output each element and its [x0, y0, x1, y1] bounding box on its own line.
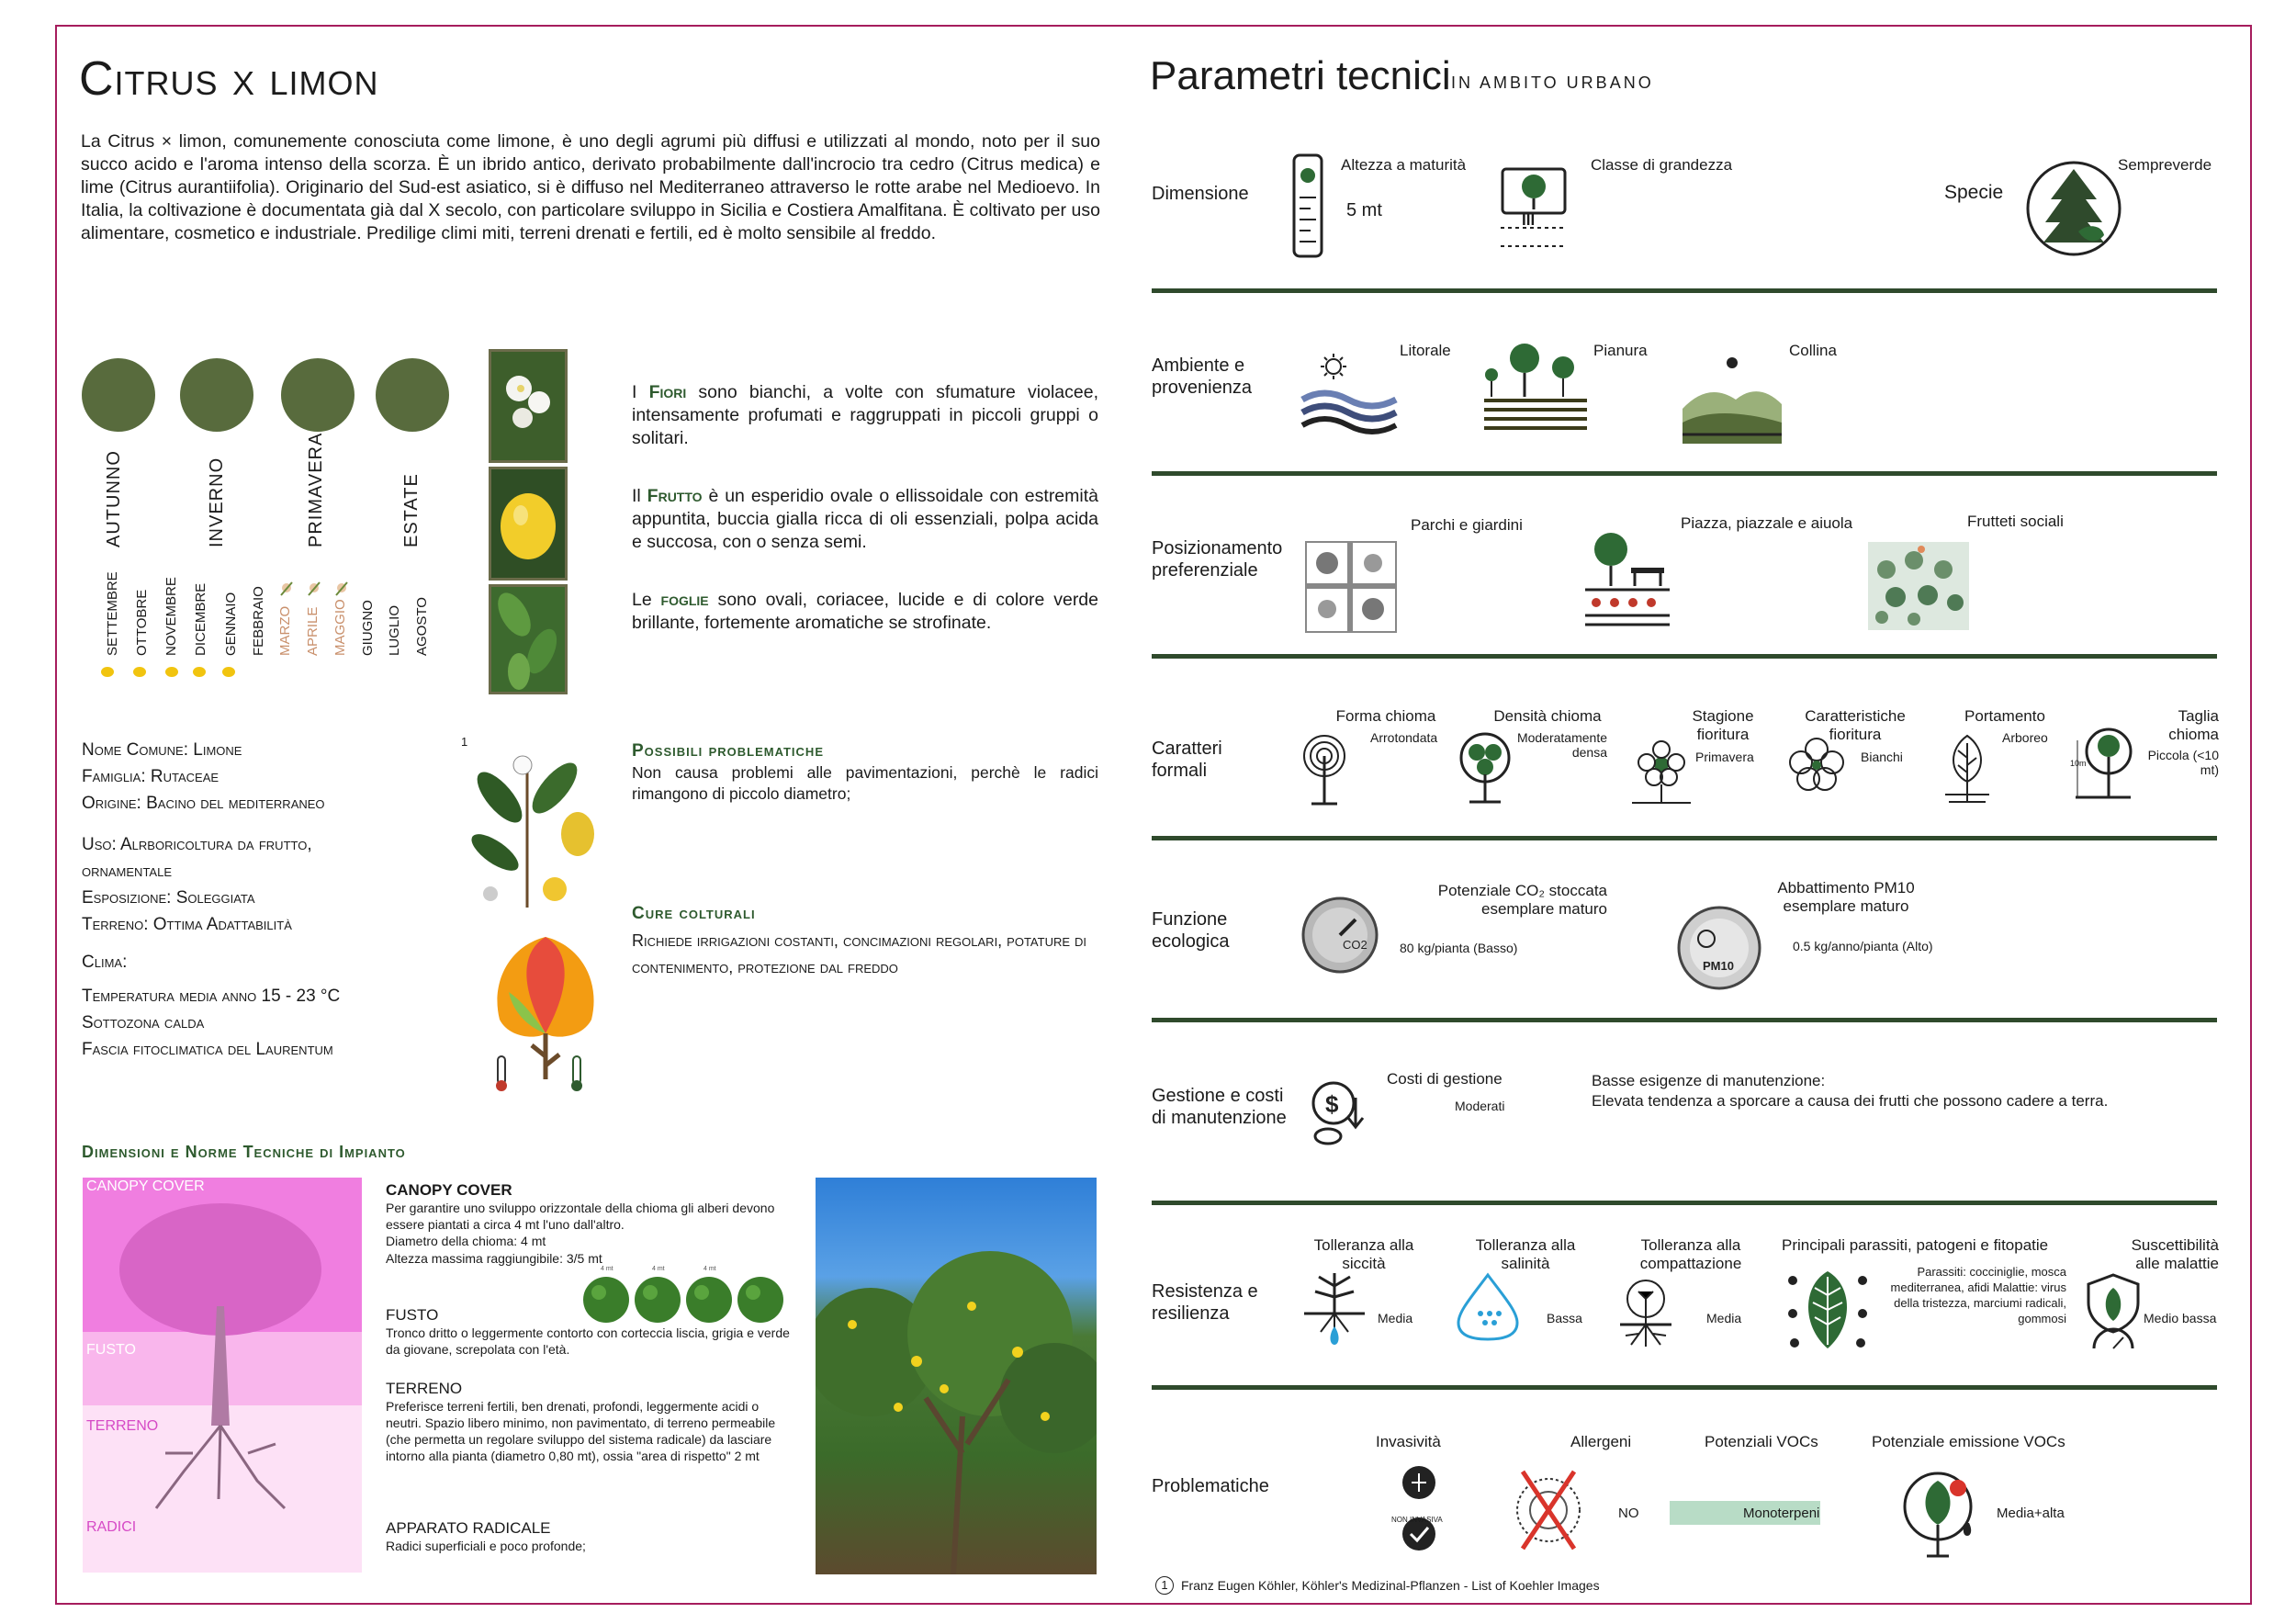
fusto-block: FUSTO Tronco dritto o leggermente contorto con corteccia liscia, grigia e verde da giovane, screpolata con l'età. — [386, 1306, 790, 1357]
season-dot-inverno — [180, 358, 253, 432]
collina-icon — [1681, 354, 1784, 445]
cure-text: Richiede irrigazioni costanti, concimazioni regolari, potature di contenimento, protezione dal freddo — [632, 931, 1087, 976]
collina-label: Collina — [1789, 342, 1837, 359]
allergeni-value: NO — [1618, 1506, 1639, 1521]
piazza-label: Piazza, piazzale e aiuola — [1681, 514, 1853, 532]
lemon-icon — [133, 667, 146, 677]
spacing-label: 4 mt — [601, 1266, 613, 1272]
page-frame — [55, 25, 2252, 1605]
densita-chioma-icon — [1458, 732, 1512, 806]
pest-leaf-icon — [1785, 1268, 1870, 1352]
pianura-label: Pianura — [1593, 342, 1648, 359]
month: DICEMBRE — [193, 582, 208, 656]
costi-value: Moderati — [1455, 1099, 1505, 1113]
month: FEBBRAIO — [251, 586, 266, 656]
lemon-icon — [193, 667, 206, 677]
lemon-tree-photo — [816, 1178, 1097, 1574]
co2-label: Potenziale CO₂ stoccata esemplare maturo — [1437, 882, 1607, 918]
vocs-label: Potenziali VOCs — [1705, 1433, 1818, 1450]
piazza-icon — [1583, 531, 1671, 630]
month: MAGGIO — [332, 599, 348, 656]
row-resistenza: Resistenza e resilienza — [1152, 1281, 1258, 1324]
emissione-label: Potenziale emissione VOCs — [1872, 1433, 2065, 1450]
blossom-icons — [276, 577, 358, 599]
caratteristiche-value: Bianchi — [1861, 750, 1903, 764]
season-dot-estate — [376, 358, 449, 432]
row-funzione: Funzione ecologica — [1152, 909, 1230, 952]
cure-title: Cure colturali — [632, 904, 756, 923]
desc-foglie: Le foglie sono ovali, coriacee, lucide e di colore verde brillante, fortemente aromatiche se strofinate. — [632, 590, 1098, 633]
info-block: Nome Comune: Limone Famiglia: Rutaceae Origine: Bacino del mediterraneo Uso: Alrboricoltura da frutto, ornamentale Esposizione: Soleggiata Terreno: Ottima Adattabilità Clima: Temperatura media anno 15 - 23 °C Sottozona calda Fascia fitoclimatica del Laurentum — [82, 740, 341, 1059]
right-subtitle: IN AMBITO URBANO — [1451, 73, 1654, 92]
spacing-label: 4 mt — [703, 1266, 716, 1272]
separator — [1152, 1385, 2217, 1390]
classe-label: Classe di grandezza — [1591, 156, 1733, 174]
lemon-icon — [101, 667, 114, 677]
forma-chioma-icon — [1302, 732, 1346, 806]
altezza-label: Altezza a maturità — [1341, 156, 1467, 174]
frutteti-icon — [1868, 542, 1969, 630]
suscettibilita-label: Suscettibilità alle malattie — [2131, 1236, 2219, 1272]
svg-text:PM10: PM10 — [1703, 959, 1734, 973]
row-dimensione: Dimensione — [1152, 184, 1249, 204]
specs-block: CANOPY COVER Per garantire uno sviluppo orizzontale della chioma gli alberi devono essere piantati a circa 4 mt l'uno dall'altro. Diametro della chioma: 4 mt Altezza massima raggiungibile: 3/5 mt — [386, 1181, 775, 1266]
season-dot-autunno — [82, 358, 155, 432]
desc-fiori: I Fiori sono bianchi, a volte con sfumature violacee, intensamente profumati e raggruppati in piccoli gruppi o solitari. — [632, 382, 1098, 448]
compattazione-value: Media — [1706, 1311, 1742, 1325]
densita-label: Densità chioma — [1493, 707, 1602, 725]
co2-gauge-icon — [1300, 896, 1379, 975]
row-problematiche: Problematiche — [1152, 1476, 1269, 1496]
parassiti-value: Parassiti: cocciniglie, mosca mediterranea, afidi Malattie: virus della tristezza, marciumi radicali, gommosi — [1890, 1265, 2066, 1325]
frutteti-label: Frutteti sociali — [1967, 513, 2064, 530]
diagram-radici-label: RADICI — [86, 1519, 137, 1535]
terreno-block: TERRENO Preferisce terreni fertili, ben drenati, profondi, leggermente acidi o neutri. Spazio libero minimo, non pavimentato, di terreno permeabile (che permetta un regolare sviluppo del sistema radicale) da lasciare intorno alla pianta (diametro 0,80 mt), ossia "area di rispetto" 2 mt — [386, 1380, 776, 1463]
taglia-value: Piccola (<10 mt) — [2147, 748, 2219, 777]
specie-label: Specie — [1944, 182, 2004, 203]
separator — [1152, 654, 2217, 659]
separator — [1152, 1201, 2217, 1205]
credit-marker: 1 — [1155, 1576, 1174, 1595]
pm10-gauge-icon — [1673, 902, 1765, 994]
problematiche-title: Possibili problematiche — [632, 741, 824, 761]
portamento-value: Arboreo — [2002, 730, 2048, 745]
densita-value: Moderatamente densa — [1516, 730, 1607, 760]
litorale-icon — [1300, 352, 1398, 436]
separator — [1152, 1018, 2217, 1022]
stagione-label: Stagione fioritura — [1692, 707, 1754, 743]
voc-emission-icon — [1901, 1468, 1984, 1560]
climate-tree-icon — [481, 928, 610, 1098]
season-inverno: INVERNO — [207, 457, 227, 547]
co2-value: 80 kg/pianta (Basso) — [1400, 941, 1518, 955]
parchi-label: Parchi e giardini — [1411, 516, 1523, 534]
suscettibilita-value: Medio bassa — [2144, 1311, 2217, 1325]
forma-value: Arrotondata — [1370, 730, 1438, 745]
month: APRILE — [305, 606, 321, 656]
size-class-number: III — [1522, 211, 1536, 229]
month: GIUGNO — [360, 600, 376, 656]
invasivita-label: Invasività — [1376, 1433, 1441, 1450]
leaves-photo — [489, 584, 568, 694]
page-title: Citrus x limon — [79, 52, 379, 106]
season-estate: ESTATE — [401, 473, 422, 547]
month: GENNAIO — [223, 592, 239, 656]
invasivita-icon-label: NON INVASIVA — [1391, 1516, 1443, 1524]
parchi-icon — [1304, 540, 1398, 634]
lemon-icon — [222, 667, 235, 677]
diagram-fusto-label: FUSTO — [86, 1342, 136, 1358]
flower-photo — [489, 349, 568, 463]
month: SETTEMBRE — [105, 571, 120, 656]
costs-icon — [1308, 1079, 1379, 1149]
taglia-label: Taglia chioma — [2168, 707, 2219, 743]
right-title: Parametri tecnici — [1150, 53, 1451, 98]
radicale-block: APPARATO RADICALE Radici superficiali e poco profonde; — [386, 1519, 586, 1553]
litorale-label: Litorale — [1400, 342, 1451, 359]
row-caratteri: Caratteri formali — [1152, 739, 1222, 781]
compattazione-label: Tolleranza alla compattazione — [1639, 1236, 1742, 1272]
siccita-label: Tolleranza alla siccità — [1313, 1236, 1414, 1272]
footnote-marker: 1 — [461, 735, 468, 749]
gestione-notes: Basse esigenze di manutenzione: Elevata tendenza a sporcare a causa dei frutti che possono cadere a terra. — [1592, 1072, 2109, 1110]
pianura-icon — [1480, 342, 1591, 438]
season-autunno: AUTUNNO — [104, 450, 124, 547]
pm10-label: Abbattimento PM10 esemplare maturo — [1777, 879, 1915, 915]
compaction-tolerance-icon — [1618, 1279, 1673, 1350]
month: MARZO — [277, 605, 293, 656]
intro-paragraph: La Citrus × limon, comunemente conosciuta come limone, è uno degli agrumi più diffusi e utilizzati al mondo, noto per il suo succo acido e l'aroma intenso della scorza. È un ibrido antico, derivato probabilmente dall'incrocio tra cedro (Citrus medica) e lime (Citrus aurantiifolia). Originario del Sud-est asiatico, si è diffuso nel Mediterraneo attraverso le rotte arabe nel Medioevo. In Italia, la coltivazione è documentata già dal X secolo, con particolare sviluppo in Sicilia e Costiera Amalfitana. È coltivato per uso alimentare, cosmetico e industriale. Predilige climi miti, terreni drenati e fertili, ed è molto sensibile al freddo. — [81, 131, 1100, 243]
vocs-value: Monoterpeni — [1743, 1506, 1820, 1521]
lemon-icon — [165, 667, 178, 677]
month: OTTOBRE — [134, 589, 150, 656]
row-gestione: Gestione e costi di manutenzione — [1152, 1086, 1287, 1128]
month: AGOSTO — [414, 597, 430, 656]
salinita-value: Bassa — [1547, 1311, 1582, 1325]
portamento-icon — [1943, 732, 1991, 806]
row-ambiente: Ambiente e provenienza — [1152, 355, 1252, 398]
costi-label: Costi di gestione — [1387, 1070, 1503, 1088]
disease-shield-icon — [2081, 1271, 2145, 1352]
separator — [1152, 288, 2217, 293]
taglia-icon-label: 10m — [2070, 759, 2087, 768]
drought-tolerance-icon — [1302, 1268, 1367, 1350]
credit-text: Franz Eugen Köhler, Köhler's Medizinal-Pflanzen - List of Koehler Images — [1181, 1578, 1600, 1593]
forma-label: Forma chioma — [1335, 707, 1436, 725]
svg-text:$: $ — [1325, 1090, 1339, 1118]
separator — [1152, 836, 2217, 840]
evergreen-tree-icon — [2023, 158, 2124, 264]
siccita-value: Media — [1378, 1311, 1413, 1325]
desc-frutto: Il Frutto è un esperidio ovale o ellissoidale con estremità appuntita, buccia gialla ricca di oli essenziali, polpa acida e succosa, con o senza semi. — [632, 486, 1098, 552]
height-ruler-icon — [1290, 152, 1327, 262]
parassiti-label: Principali parassiti, patogeni e fitopatie — [1782, 1236, 2049, 1254]
spacing-label: 4 mt — [652, 1266, 665, 1272]
salinity-tolerance-icon — [1453, 1271, 1523, 1341]
altezza-value: 5 mt — [1346, 200, 1382, 220]
diagram-terreno-label: TERRENO — [86, 1418, 159, 1434]
diagram-canopy-label: CANOPY COVER — [86, 1179, 205, 1194]
salinita-label: Tolleranza alla salinità — [1475, 1236, 1576, 1272]
fruit-photo — [489, 467, 568, 581]
month: LUGLIO — [387, 604, 402, 656]
svg-text:CO2: CO2 — [1343, 938, 1367, 952]
invasivity-icon — [1398, 1464, 1440, 1556]
fioritura-stagione-icon — [1628, 735, 1694, 806]
pm10-value: 0.5 kg/anno/pianta (Alto) — [1793, 939, 1933, 953]
portamento-label: Portamento — [1964, 707, 2045, 725]
allergeni-label: Allergeni — [1570, 1433, 1632, 1450]
allergen-crossed-icon — [1514, 1466, 1583, 1554]
season-primavera: PRIMAVERA — [306, 432, 326, 547]
separator — [1152, 471, 2217, 476]
season-dot-primavera — [281, 358, 355, 432]
botanical-illustration — [454, 742, 601, 913]
tree-diagram-icon — [83, 1178, 362, 1573]
dim-title: Dimensioni e Norme Tecniche di Impianto — [82, 1143, 406, 1161]
row-posizionamento: Posizionamento preferenziale — [1152, 538, 1283, 581]
emissione-value: Media+alta — [1997, 1506, 2065, 1521]
month: NOVEMBRE — [163, 577, 179, 656]
sempreverde-label: Sempreverde — [2118, 156, 2212, 174]
stagione-value: Primavera — [1695, 750, 1754, 764]
problematiche-text: Non causa problemi alle pavimentazioni, perchè le radici rimangono di piccolo diametro; — [632, 763, 1098, 803]
caratteristiche-label: Caratteristiche fioritura — [1805, 707, 1906, 743]
